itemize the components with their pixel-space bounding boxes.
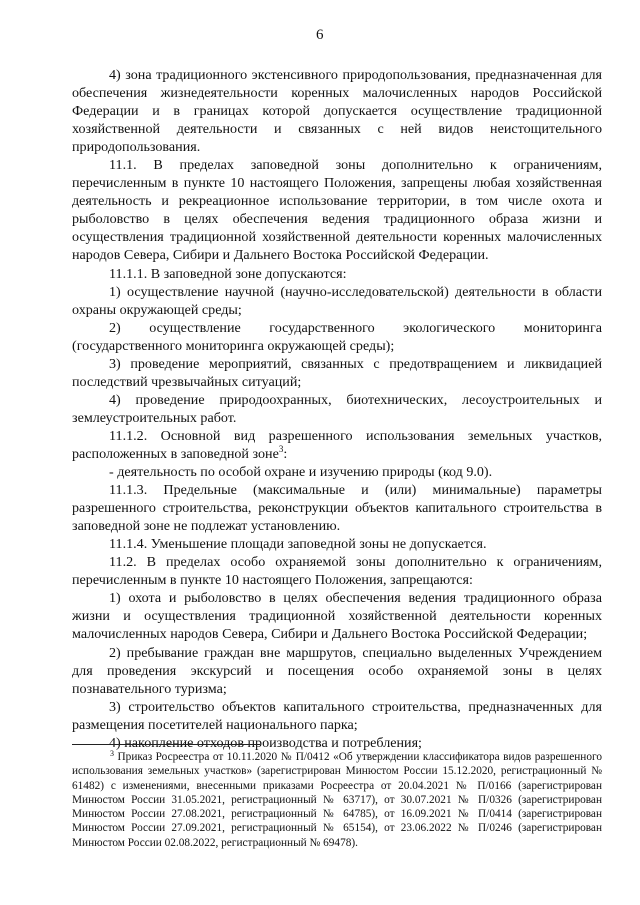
paragraph-11-1-2 xyxy=(72,427,602,463)
list-item-science: 1) осуществление научной (научно-исследовательской) деятельности в области охраны окружающей среды; xyxy=(72,283,602,318)
paragraph-11-1-1: 11.1.1. В заповедной зоне допускаются: xyxy=(109,265,347,282)
paragraph-11-1-4: 11.1.4. Уменьшение площади заповедной зоны не допускается. xyxy=(109,536,487,553)
footnote-divider xyxy=(72,744,260,745)
footnote-marker: 3 xyxy=(110,749,114,758)
list-item-emergency: 3) проведение мероприятий, связанных с предотвращением и ликвидацией последствий чрезвычайных ситуаций; xyxy=(72,355,602,390)
page-number: 6 xyxy=(316,27,324,43)
footnote-text: Приказ Росреестра от 10.11.2020 № П/0412 «Об утверждении классификатора видов разрешенного использования земельных участков» (зарегистрирован Минюстом России 15.12.2020, регистрационный № 61482) с изменениями, внесенными приказами Росреестра от 20.04.2021 № П/0166 (зарегистрирован Минюстом России 31.05.2021, регистрационный № 63717), от 30.07.2021 № П/0326 (зарегистрирован Минюстом России 27.08.2021, регистрационный № 64785), от 16.09.2021 № П/0414 (зарегистрирован Минюстом России 27.09.2021, регистрационный № 65154), от 23.06.2022 № П/0246 (зарегистрирован Минюстом России 02.08.2022, регистрационный № 69478). xyxy=(72,751,602,849)
footnote-reference[interactable]: 3 xyxy=(278,443,284,454)
paragraph-11-2: 11.2. В пределах особо охраняемой зоны дополнительно к ограничениям, перечисленным в пункте 10 настоящего Положения, запрещаются: xyxy=(72,554,602,589)
list-item-hunting: 1) охота и рыболовство в целях обеспечения ведения традиционного образа жизни и осуществления традиционной хозяйственной деятельности коренных малочисленных народов Севера, Сибири и Дальнего Востока Российской Федерации; xyxy=(72,590,602,643)
list-item-waste: 4) накопление отходов производства и потребления; xyxy=(109,734,422,751)
list-item-monitoring: 2) осуществление государственного экологического мониторинга (государственного мониторинга окружающей среды); xyxy=(72,319,602,354)
footnote xyxy=(72,750,602,850)
paragraph-zone-4: 4) зона традиционного экстенсивного природопользования, предназначенная для обеспечения жизнедеятельности коренных малочисленных народов Российской Федерации и в границах которой допускается осуществление традиционной хозяйственной деятельности и связанных с ней видов неистощительного природопользования. xyxy=(72,67,602,156)
list-item-presence: 2) пребывание граждан вне маршрутов, специально выделенных Учреждением для проведения экскурсий и посещения особо охраняемой зоны в целях познавательного туризма; xyxy=(72,644,602,697)
paragraph-11-1-2-colon: : xyxy=(283,445,288,462)
paragraph-11-1: 11.1. В пределах заповедной зоны дополнительно к ограничениям, перечисленным в пункте 10 настоящего Положения, запрещены любая хозяйственная деятельность и рекреационное использование территории, в том числе охота и рыболовство в целях обеспечения ведения традиционного образа жизни и осуществления традиционной хозяйственной деятельности коренных малочисленных народов Севера, Сибири и Дальнего Востока Российской Федерации. xyxy=(72,157,602,264)
list-item-activity-code: - деятельность по особой охране и изучению природы (код 9.0). xyxy=(109,464,493,481)
document-body xyxy=(72,66,602,752)
list-item-works: 4) проведение природоохранных, биотехнических, лесоустроительных и землеустроительных работ. xyxy=(72,391,602,426)
paragraph-11-1-3: 11.1.3. Предельные (максимальные и (или) минимальные) параметры разрешенного строительства, реконструкции объектов капитального строительства в заповедной зоне не подлежат установлению. xyxy=(72,482,602,535)
paragraph-11-1-2-text: 11.1.2. Основной вид разрешенного использования земельных участков, расположенных в заповедной зоне xyxy=(72,427,602,462)
list-item-construction: 3) строительство объектов капитального строительства, предназначенных для размещения посетителей национального парка; xyxy=(72,698,602,733)
